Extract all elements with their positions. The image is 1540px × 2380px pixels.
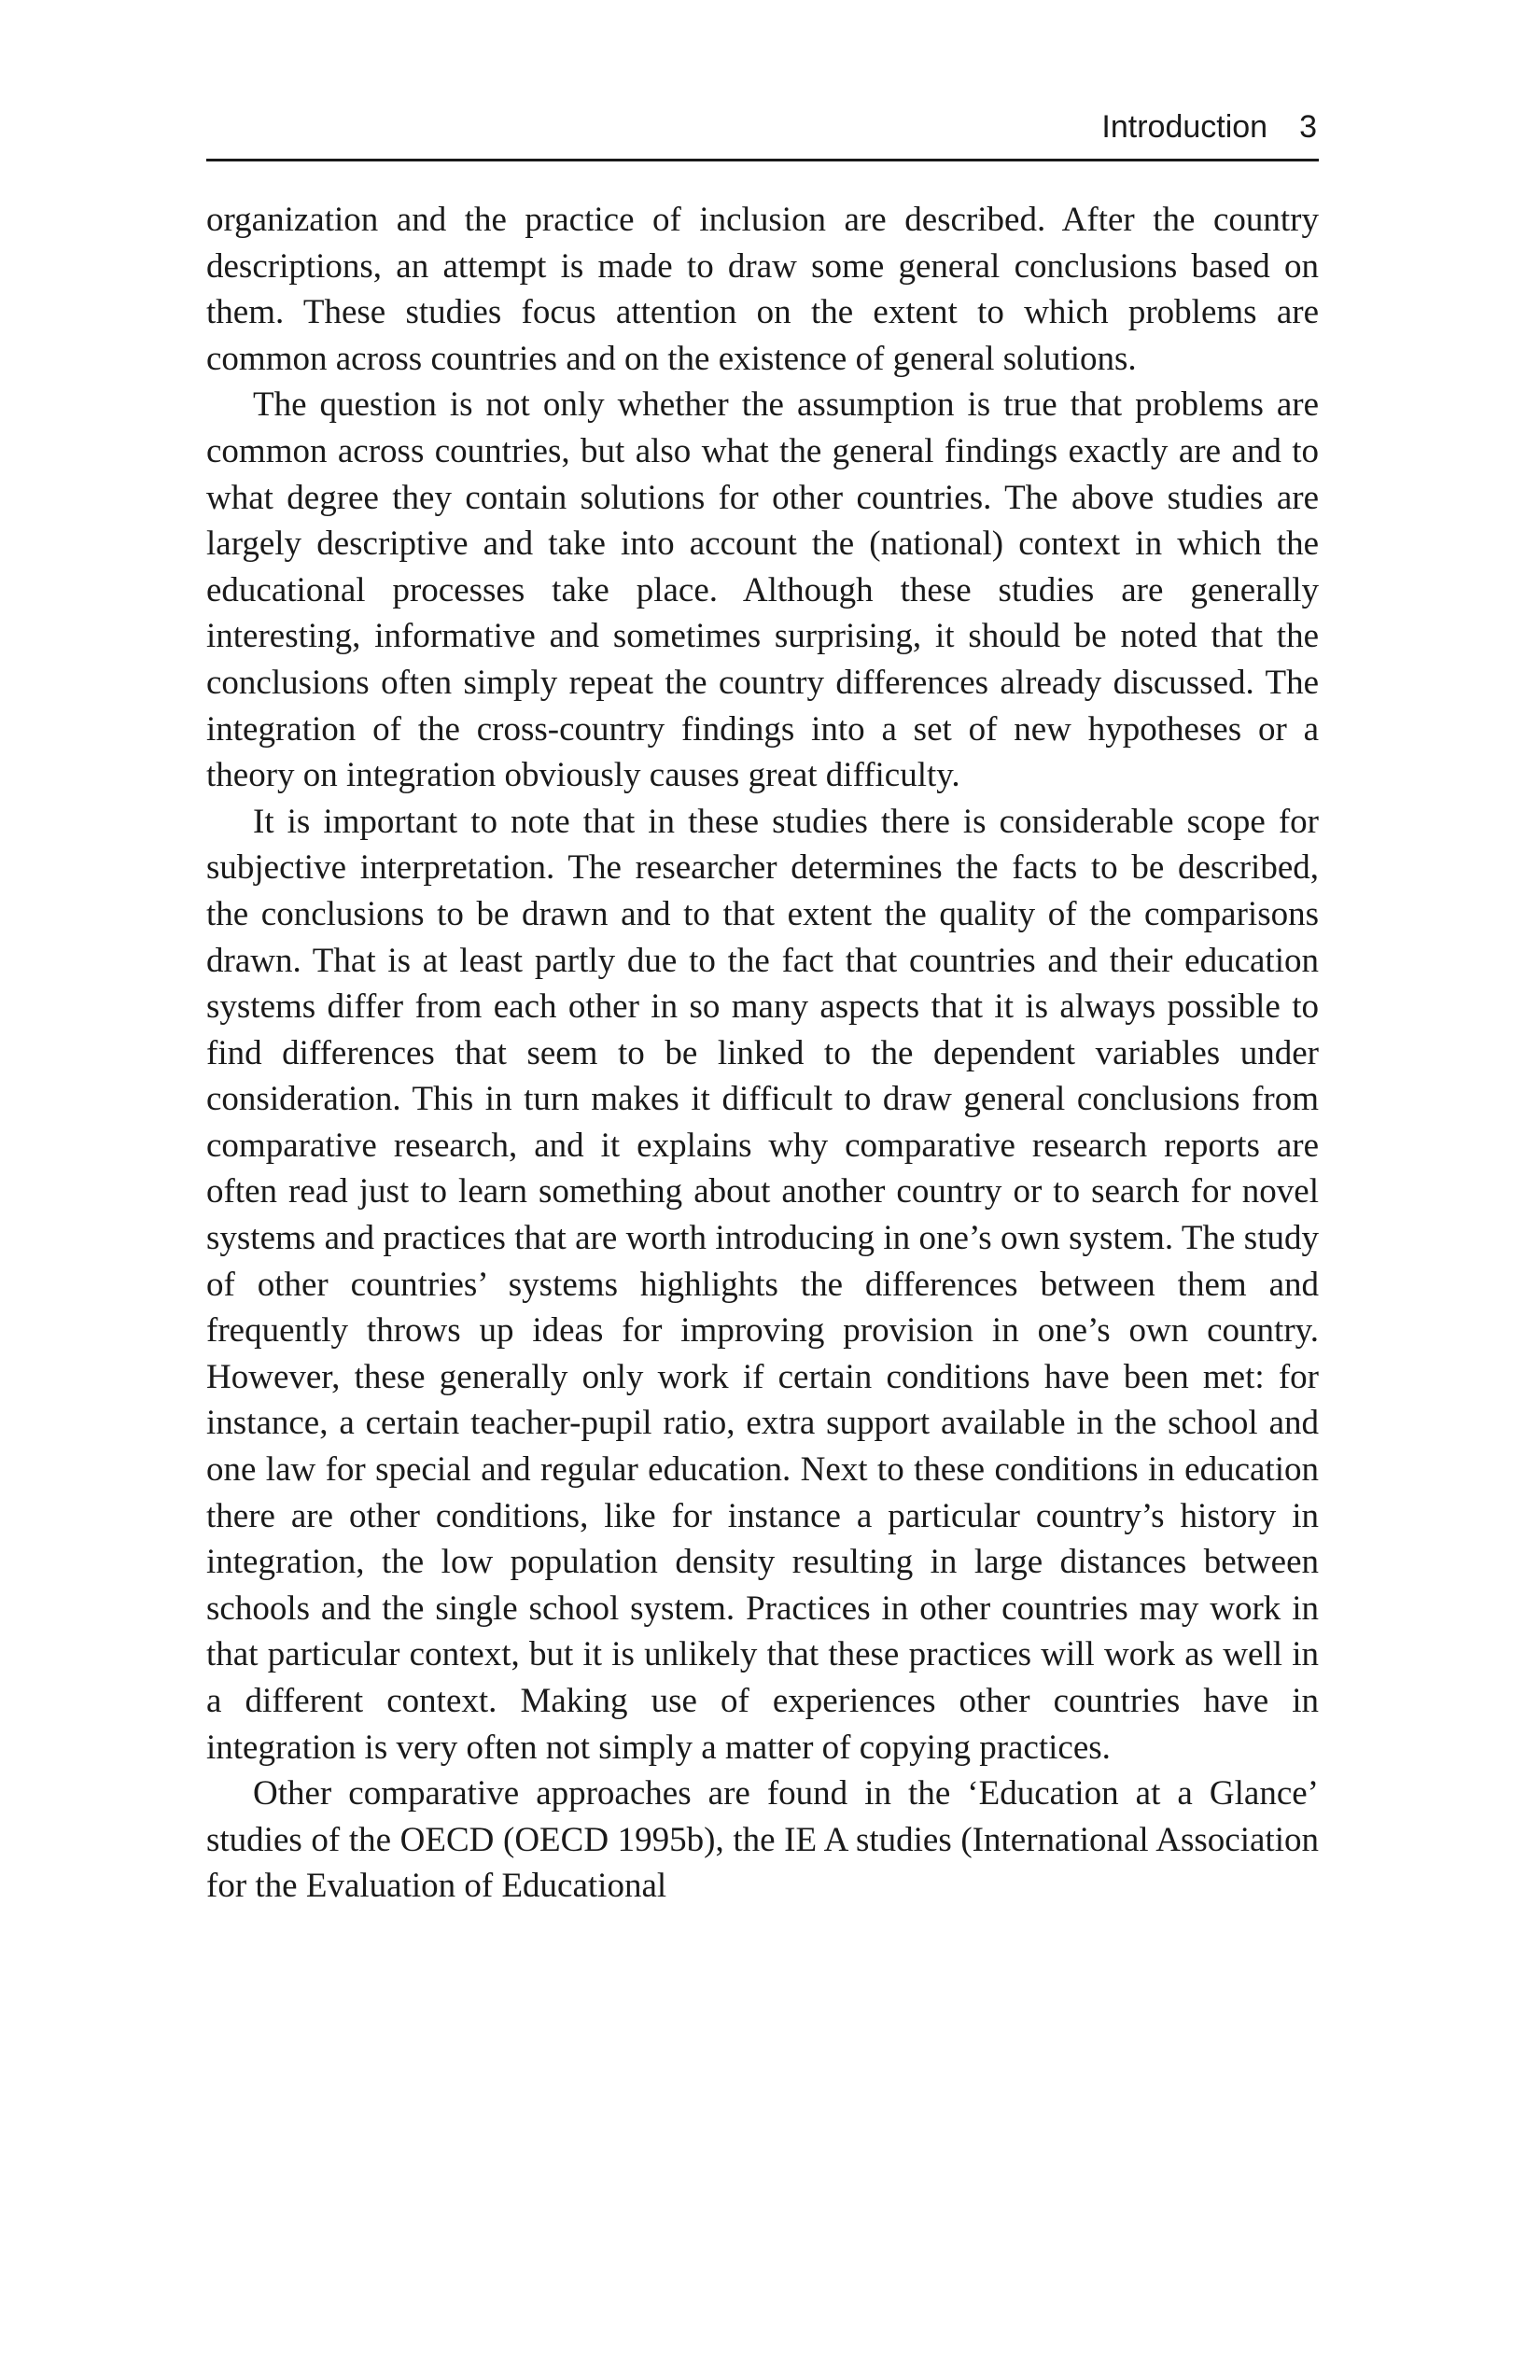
- paragraph-3: It is important to note that in these studies there is considerable scope for subjective interpretation. The researcher determines the facts to be described, the conclusions to be drawn and to that extent the quality of the comparisons drawn. That is at least partly due to the fact that countries and their education systems differ from each other in so many aspects that it is always possible to find differences that seem to be linked to the dependent variables under consideration. This in turn makes it difficult to draw general conclusions from comparative research, and it explains why comparative research reports are often read just to learn something about another country or to search for novel systems and practices that are worth introducing in one’s own system. The study of other countries’ systems highlights the differences between them and frequently throws up ideas for improving provision in one’s own country. However, these generally only work if certain conditions have been met: for instance, a certain teacher-pupil ratio, extra support available in the school and one law for special and regular education. Next to these conditions in education there are other conditions, like for instance a particular country’s history in integration, the low population density resulting in large distances between schools and the single school system. Practices in other countries may work in that particular context, but it is unlikely that these practices will work as well in a different context. Making use of experiences other countries have in integration is very often not simply a matter of copying practices.: [206, 802, 1319, 1767]
- page-number: 3: [1299, 109, 1317, 145]
- paragraph-2: The question is not only whether the assumption is true that problems are common across countries, but also what the general findings exactly are and to what degree they contain solutions for other countries. The above studies are largely descriptive and take into account the (national) context in which the educational processes take place. Although these studies are generally interesting, informative and sometimes surprising, it should be noted that the conclusions often simply repeat the country differences already discussed. The integration of the cross-country findings into a set of new hypotheses or a theory on integration obviously causes great difficulty.: [206, 385, 1319, 795]
- paragraph-1: organization and the practice of inclusion are described. After the country descriptions, an attempt is made to draw some general conclusions based on them. These studies focus attention on the extent to which problems are common across countries and on the existence of general solutions.: [206, 201, 1319, 378]
- running-header: [206, 105, 1319, 161]
- paragraph-4: Other comparative approaches are found in the ‘Education at a Glance’ studies of the OECD (OECD 1995b), the IE A studies (International Association for the Evaluation of Educational: [206, 1774, 1319, 1906]
- section-title: Introduction: [1101, 109, 1268, 145]
- body-text: [206, 197, 1319, 1910]
